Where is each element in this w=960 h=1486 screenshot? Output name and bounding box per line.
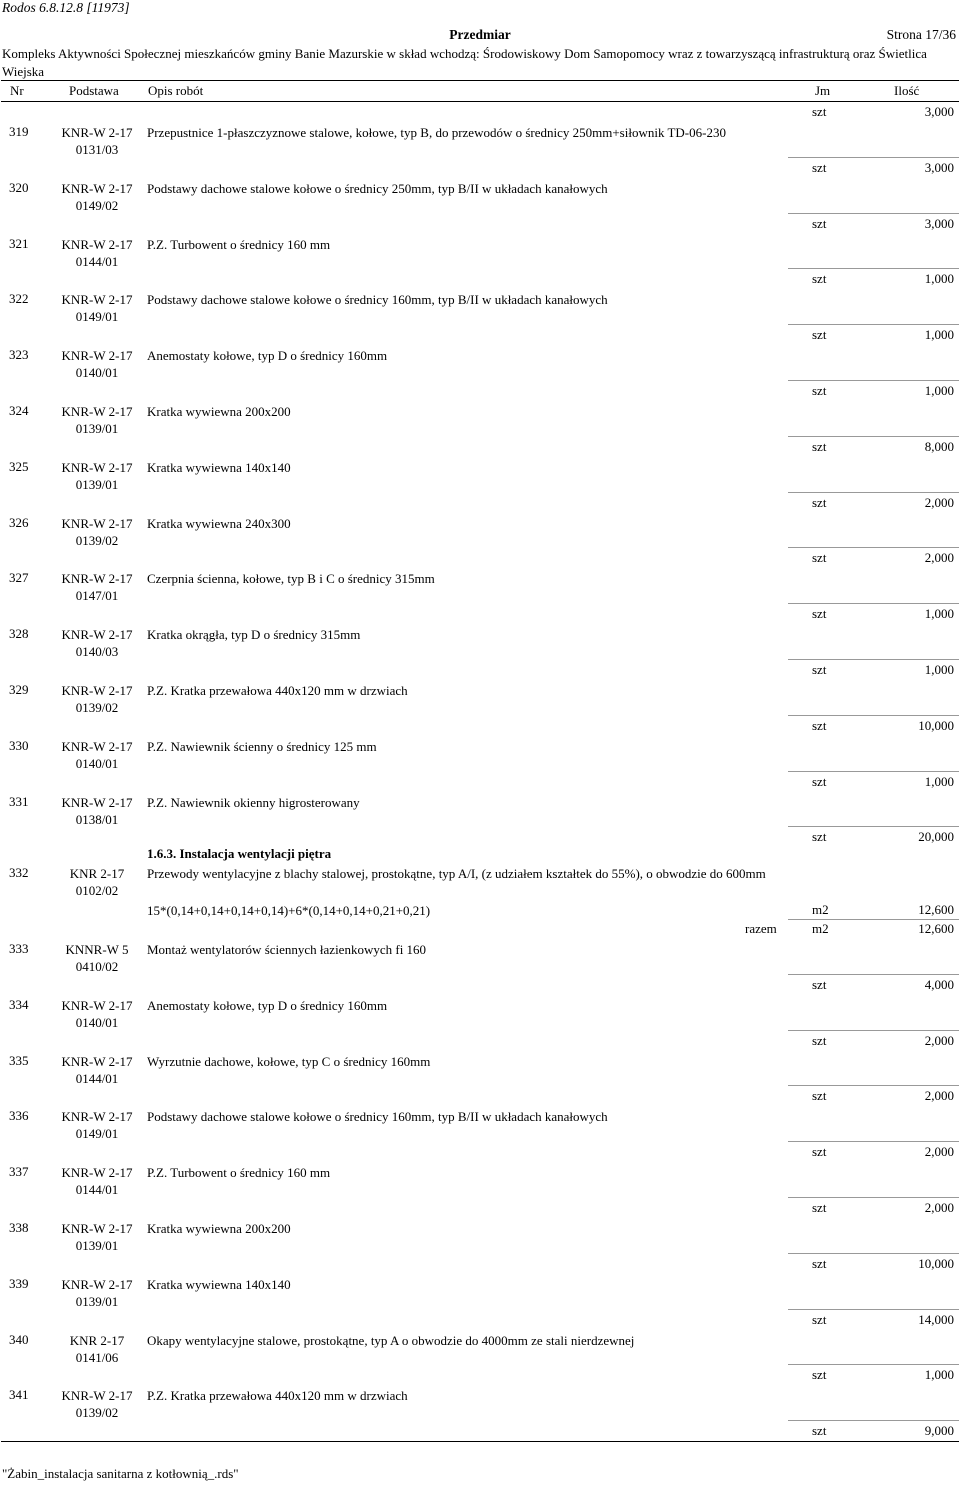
row-jm: szt — [812, 1367, 827, 1383]
row-divider — [788, 436, 959, 437]
row-divider — [788, 380, 959, 381]
row-basis-line2: 0140/03 — [75, 644, 119, 660]
row-basis-line2: 0102/02 — [75, 883, 119, 898]
row-divider — [788, 268, 959, 269]
row-description: Kratka wywiewna 240x300 — [147, 515, 291, 531]
row-basis-line1: KNR-W 2-17 — [61, 794, 133, 810]
row-basis-line2: 0144/01 — [75, 1070, 119, 1086]
row-basis-code — [52, 1053, 142, 1087]
row-number: 319 — [9, 124, 29, 139]
row-basis-code — [52, 515, 142, 549]
row-basis-line2: 0139/02 — [75, 700, 119, 715]
column-header-row — [1, 80, 959, 102]
row-basis-code — [52, 180, 142, 214]
row-basis-line1: KNR-W 2-17 — [61, 125, 133, 140]
row-description: P.Z. Turbowent o średnicy 160 mm — [147, 1165, 331, 1181]
row-number: 336 — [9, 1108, 29, 1124]
row-number: 339 — [9, 1275, 29, 1291]
row-divider — [788, 603, 959, 604]
row-basis-code — [52, 865, 142, 899]
row-number: 322 — [9, 291, 29, 307]
subtotal-divider — [788, 919, 959, 920]
row-basis-line1: KNR-W 2-17 — [61, 571, 133, 587]
row-divider — [788, 324, 959, 325]
row-number: 341 — [9, 1387, 29, 1403]
row-jm: szt — [812, 773, 827, 789]
row-qty: 2,000 — [924, 494, 954, 510]
formula-jm: m2 — [812, 902, 829, 917]
row-basis-line2: 0141/06 — [75, 1349, 119, 1365]
row-number: 321 — [9, 235, 29, 251]
row-qty: 2,000 — [924, 1144, 954, 1160]
row-description: Przepustnice 1-płaszczyznowe stalowe, kołowe, typ B, do przewodów o średnicy 250mm+siłownik TD-06-230 — [147, 125, 726, 140]
row-divider — [788, 1030, 959, 1031]
row-qty: 1,000 — [924, 327, 954, 343]
quantity-formula: 15*(0,14+0,14+0,14+0,14)+6*(0,14+0,14+0,21+0,21) — [147, 903, 431, 918]
razem-label: razem — [745, 921, 777, 936]
row-jm: szt — [812, 215, 827, 231]
row-basis-code — [52, 124, 142, 158]
row-description: Kratka wywiewna 140x140 — [147, 459, 291, 475]
row-number: 329 — [9, 682, 29, 697]
column-header-jm: Jm — [815, 83, 831, 98]
row-number: 328 — [9, 626, 29, 642]
row-qty: 2,000 — [924, 1088, 954, 1104]
row-jm: szt — [812, 382, 827, 398]
row-basis-line2: 0139/02 — [75, 532, 119, 548]
row-jm: szt — [812, 550, 827, 566]
row-divider — [788, 157, 959, 158]
row-basis-code — [52, 1332, 142, 1366]
row-description: Okapy wentylacyjne stalowe, prostokątne, typ A o obwodzie do 4000mm ze stali nierdzewnej — [147, 1332, 635, 1348]
row-basis-line1: KNNR-W 5 — [65, 942, 129, 957]
row-number: 330 — [9, 737, 29, 753]
row-divider — [788, 1309, 959, 1310]
row-qty: 3,000 — [924, 159, 954, 175]
column-header-opis: Opis robót — [148, 83, 204, 98]
row-divider — [788, 492, 959, 493]
formula-qty: 12,600 — [918, 902, 954, 917]
row-basis-line1: KNR-W 2-17 — [61, 459, 133, 475]
row-basis-line2: 0138/01 — [75, 811, 119, 827]
row-qty: 2,000 — [924, 1032, 954, 1048]
row-description: P.Z. Kratka przewałowa 440x120 mm w drzwiach — [147, 683, 408, 698]
row-divider — [788, 1364, 959, 1365]
row-basis-line1: KNR-W 2-17 — [61, 1165, 133, 1181]
row-description: Wyrzutnie dachowe, kołowe, typ C o średnicy 160mm — [147, 1053, 431, 1069]
row-jm: szt — [812, 438, 827, 454]
row-basis-line1: KNR-W 2-17 — [61, 1388, 133, 1404]
row-description: Podstawy dachowe stalowe kołowe o średnicy 160mm, typ B/II w układach kanałowych — [147, 1109, 608, 1125]
row-divider — [788, 771, 959, 772]
row-description: P.Z. Nawiewnik ścienny o średnicy 125 mm — [147, 738, 377, 754]
row-basis-code — [52, 1276, 142, 1310]
carry-over-jm: szt — [812, 104, 827, 119]
row-divider — [788, 1141, 959, 1142]
row-basis-line1: KNR-W 2-17 — [61, 180, 133, 196]
row-number: 324 — [9, 403, 29, 418]
row-basis-line2: 0410/02 — [75, 959, 119, 974]
razem-jm: m2 — [812, 921, 829, 936]
row-qty: 1,000 — [924, 382, 954, 398]
row-basis-code — [52, 738, 142, 772]
row-jm: szt — [812, 829, 827, 845]
row-jm: szt — [812, 1199, 827, 1215]
row-basis-line1: KNR 2-17 — [69, 866, 125, 881]
row-description: Anemostaty kołowe, typ D o średnicy 160mm — [147, 348, 388, 364]
row-number: 333 — [9, 941, 29, 956]
column-header-nr: Nr — [10, 83, 24, 98]
row-basis-line1: KNR-W 2-17 — [61, 292, 133, 308]
row-basis-code — [52, 794, 142, 828]
row-qty: 20,000 — [918, 829, 954, 845]
row-qty: 14,000 — [918, 1311, 954, 1327]
row-divider — [788, 659, 959, 660]
row-basis-code — [52, 682, 142, 716]
row-jm: szt — [812, 976, 827, 992]
row-jm: szt — [812, 717, 827, 733]
row-basis-line1: KNR-W 2-17 — [61, 997, 133, 1013]
row-divider — [788, 1420, 959, 1421]
row-basis-line1: KNR-W 2-17 — [61, 236, 133, 252]
row-jm: szt — [812, 1423, 827, 1439]
row-jm: szt — [812, 1088, 827, 1104]
row-description: Kratka wywiewna 200x200 — [147, 404, 291, 419]
row-basis-line1: KNR-W 2-17 — [61, 515, 133, 531]
row-qty: 1,000 — [924, 271, 954, 287]
row-basis-code — [52, 236, 142, 270]
row-basis-line2: 0149/01 — [75, 1126, 119, 1142]
row-basis-code — [52, 997, 142, 1031]
row-description: Anemostaty kołowe, typ D o średnicy 160mm — [147, 997, 388, 1013]
row-number: 340 — [9, 1331, 29, 1347]
row-divider — [788, 826, 959, 827]
app-version-label: Rodos 6.8.12.8 [11973] — [2, 0, 130, 15]
row-basis-line1: KNR-W 2-17 — [61, 738, 133, 754]
row-qty: 1,000 — [924, 1367, 954, 1383]
row-basis-line2: 0139/01 — [75, 421, 119, 436]
row-basis-code — [52, 941, 142, 975]
row-basis-line1: KNR-W 2-17 — [61, 1221, 133, 1236]
row-description: Podstawy dachowe stalowe kołowe o średnicy 250mm, typ B/II w układach kanałowych — [147, 180, 608, 196]
row-description: P.Z. Nawiewnik okienny higrosterowany — [147, 794, 360, 810]
row-jm: szt — [812, 327, 827, 343]
row-number: 331 — [9, 793, 29, 809]
row-jm: szt — [812, 1144, 827, 1160]
row-basis-line1: KNR-W 2-17 — [61, 627, 133, 643]
row-basis-line2: 0140/01 — [75, 755, 119, 771]
row-basis-line2: 0139/01 — [75, 476, 119, 492]
row-qty: 9,000 — [924, 1423, 954, 1439]
row-basis-code — [52, 403, 142, 437]
row-basis-line2: 0147/01 — [75, 588, 119, 604]
row-basis-line1: KNR 2-17 — [69, 1332, 125, 1348]
project-title: Kompleks Aktywności Społecznej mieszkańców gminy Banie Mazurskie w skład wchodzą: Środowiskowy Dom Samopomocy wraz z towarzyszącą infrastrukturą oraz Świetlica Wiejska — [2, 46, 927, 79]
row-qty: 4,000 — [924, 976, 954, 992]
row-jm: szt — [812, 1311, 827, 1327]
row-basis-line2: 0139/01 — [75, 1293, 119, 1309]
row-description: Czerpnia ścienna, kołowe, typ B i C o średnicy 315mm — [147, 571, 435, 587]
page-number: Strona 17/36 — [886, 27, 956, 42]
row-number: 325 — [9, 458, 29, 474]
row-number: 334 — [9, 996, 29, 1012]
row-qty: 10,000 — [918, 717, 954, 733]
row-basis-code — [52, 1164, 142, 1198]
row-description: Przewody wentylacyjne z blachy stalowej, prostokątne, typ A/I, (z udziałem kształtek do 55%), o obwodzie do 600mm — [147, 866, 766, 881]
row-jm: szt — [812, 271, 827, 287]
row-qty: 1,000 — [924, 606, 954, 622]
row-jm: szt — [812, 1255, 827, 1271]
row-qty: 2,000 — [924, 550, 954, 566]
row-basis-line2: 0139/01 — [75, 1238, 119, 1253]
row-basis-line2: 0139/02 — [75, 1405, 119, 1421]
document-title: Przedmiar — [449, 27, 511, 42]
row-qty: 10,000 — [918, 1255, 954, 1271]
row-qty: 3,000 — [924, 215, 954, 231]
column-header-ilosc: Ilość — [894, 83, 920, 98]
row-jm: szt — [812, 159, 827, 175]
row-basis-line1: KNR-W 2-17 — [61, 348, 133, 364]
row-number: 332 — [9, 865, 29, 880]
row-basis-line1: KNR-W 2-17 — [61, 1053, 133, 1069]
row-basis-line1: KNR-W 2-17 — [61, 683, 133, 698]
row-jm: szt — [812, 606, 827, 622]
row-basis-line1: KNR-W 2-17 — [61, 1276, 133, 1292]
row-basis-code — [52, 347, 142, 381]
row-basis-code — [52, 459, 142, 493]
razem-qty: 12,600 — [918, 921, 954, 936]
column-header-podstawa: Podstawa — [69, 83, 119, 98]
row-basis-code — [52, 570, 142, 604]
row-description: Kratka okrągła, typ D o średnicy 315mm — [147, 627, 361, 643]
row-basis-line2: 0131/03 — [75, 142, 119, 157]
footer-filename: "Żabin_instalacja sanitarna z kotłownią_.rds" — [2, 1466, 239, 1481]
row-divider — [788, 213, 959, 214]
row-basis-code — [52, 626, 142, 660]
row-description: Montaż wentylatorów ściennych łazienkowych fi 160 — [147, 942, 427, 957]
row-basis-line2: 0144/01 — [75, 253, 119, 269]
row-basis-code — [52, 291, 142, 325]
row-description: P.Z. Kratka przewałowa 440x120 mm w drzwiach — [147, 1388, 408, 1404]
row-number: 338 — [9, 1220, 29, 1235]
row-jm: szt — [812, 494, 827, 510]
row-number: 337 — [9, 1164, 29, 1180]
row-number: 335 — [9, 1052, 29, 1068]
row-qty: 1,000 — [924, 773, 954, 789]
row-basis-line2: 0140/01 — [75, 1014, 119, 1030]
row-basis-line2: 0140/01 — [75, 365, 119, 381]
row-qty: 2,000 — [924, 1199, 954, 1215]
row-qty: 8,000 — [924, 438, 954, 454]
row-basis-code — [52, 1108, 142, 1142]
section-heading: 1.6.3. Instalacja wentylacji piętra — [147, 846, 332, 861]
row-divider — [788, 1197, 959, 1198]
row-number: 320 — [9, 179, 29, 195]
carry-over-qty: 3,000 — [924, 104, 954, 119]
row-divider — [788, 715, 959, 716]
row-basis-code — [52, 1387, 142, 1421]
row-jm: szt — [812, 1032, 827, 1048]
row-basis-line2: 0144/01 — [75, 1182, 119, 1198]
row-divider — [788, 1253, 959, 1254]
row-basis-line2: 0149/02 — [75, 197, 119, 213]
row-basis-code — [52, 1220, 142, 1254]
row-divider — [788, 547, 959, 548]
row-number: 327 — [9, 570, 29, 586]
row-jm: szt — [812, 661, 827, 677]
row-divider — [788, 974, 959, 975]
row-basis-line1: KNR-W 2-17 — [61, 404, 133, 419]
row-qty: 1,000 — [924, 661, 954, 677]
row-number: 326 — [9, 514, 29, 530]
row-description: Kratka wywiewna 200x200 — [147, 1221, 291, 1236]
row-basis-line2: 0149/01 — [75, 309, 119, 325]
row-number: 323 — [9, 347, 29, 363]
row-description: P.Z. Turbowent o średnicy 160 mm — [147, 236, 331, 252]
row-description: Podstawy dachowe stalowe kołowe o średnicy 160mm, typ B/II w układach kanałowych — [147, 292, 608, 308]
row-basis-line1: KNR-W 2-17 — [61, 1109, 133, 1125]
row-description: Kratka wywiewna 140x140 — [147, 1276, 291, 1292]
row-divider — [788, 1085, 959, 1086]
